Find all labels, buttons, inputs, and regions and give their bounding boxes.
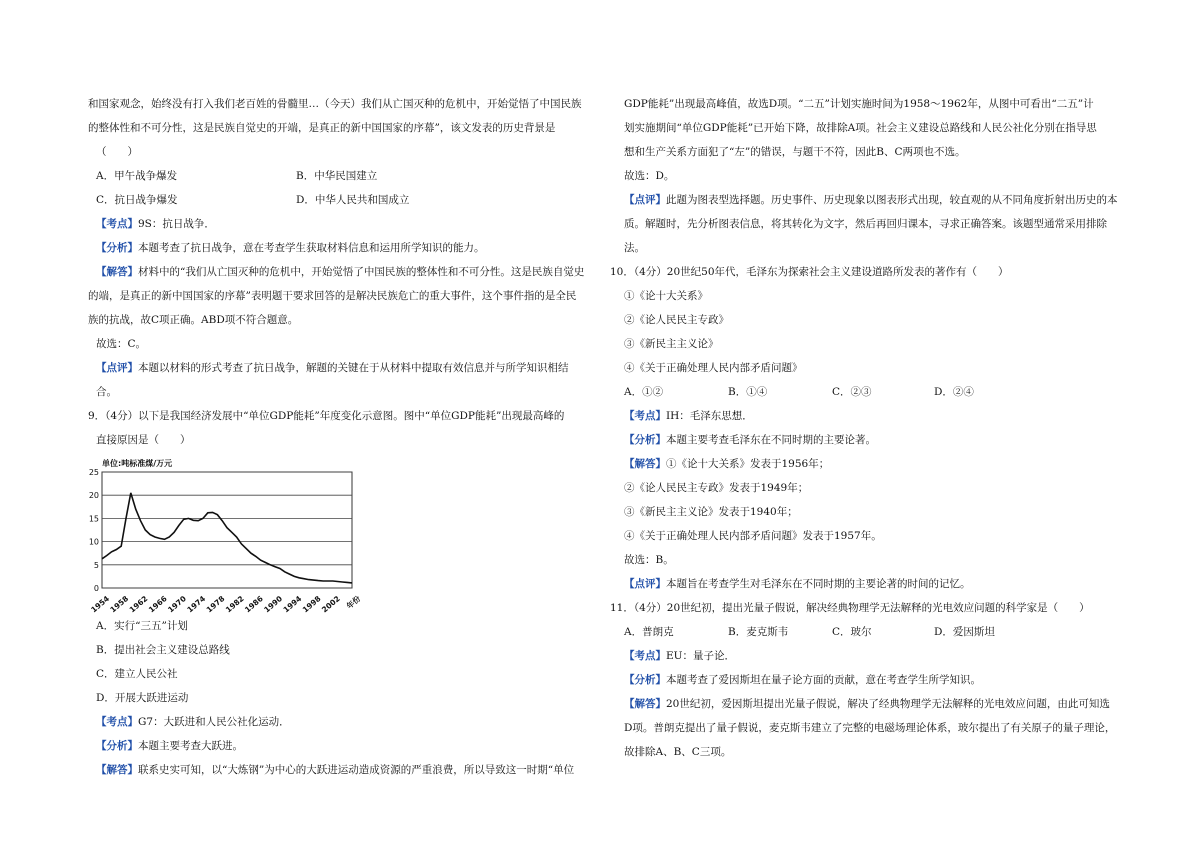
q9-answer: 故选：D。 [624, 170, 675, 182]
kaodian-tag: 【考点】 [96, 218, 138, 230]
q10-jieda-line: ③《新民主主义论》发表于1940年； [624, 506, 798, 518]
x-tick-label: 2002 [319, 594, 342, 614]
series-line [102, 493, 352, 583]
q9-dianping [624, 188, 1124, 212]
y-tick-label: 10 [88, 537, 99, 547]
q10-item: ①《论十大关系》 [624, 290, 708, 302]
q8-jieda-line: 族的抗战，故C项正确。ABD项不符合题意。 [88, 314, 299, 326]
q8-option-b: B．中华民国建立 [296, 170, 378, 182]
dianping-text: 此题为图表型选择题。历史事件、历史现象以图表形式出现，较直观的从不同角度折射出历史的本 [666, 194, 1118, 206]
q11-stem: 11．（4分）20世纪初，提出光量子假说，解决经典物理学无法解释的光电效应问题的科学家是（ ） [610, 602, 1090, 614]
q9-option-b: B．提出社会主义建设总路线 [96, 644, 230, 656]
left-column [88, 92, 588, 782]
jieda-text: 材料中的“我们从亡国灭种的危机中，开始觉悟了中国民族的整体性和不可分性。这是民族自觉史 [138, 266, 585, 278]
q10-jieda-line: ②《论人民民主专政》发表于1949年； [624, 482, 809, 494]
q8-kaodian [88, 212, 588, 236]
q9-jieda-line: 想和生产关系方面犯了“左”的错误，与题干不符，因此B、C两项也不选。 [624, 146, 966, 158]
q8-options-row [88, 164, 588, 188]
q10-answer: 故选：B。 [624, 554, 674, 566]
q8-jieda [88, 260, 588, 284]
fenxi-tag: 【分析】 [624, 674, 666, 686]
x-tick-label: 1970 [166, 594, 188, 614]
q11-jieda-line: 故排除A、B、C三项。 [624, 746, 732, 758]
x-tick-label: 1958 [108, 594, 131, 614]
q10-options-row [624, 380, 1124, 404]
q9-jieda-line: GDP能耗”出现最高峰值，故选D项。“二五”计划实施时间为1958～1962年，从图中可看出“二五”计 [624, 98, 1094, 110]
right-column [610, 92, 1124, 764]
y-tick-label: 20 [88, 491, 99, 501]
fenxi-tag: 【分析】 [96, 740, 138, 752]
jieda-tag: 【解答】 [624, 458, 666, 470]
jieda-tag: 【解答】 [96, 266, 138, 278]
x-tick-label: 1986 [243, 594, 265, 614]
q10-stem: 10．（4分）20世纪50年代，毛泽东为探索社会主义建设道路所发表的著作有（ ） [610, 266, 1009, 278]
kaodian-text: 9S：抗日战争． [138, 218, 215, 230]
dianping-text: 本题旨在考查学生对毛泽东在不同时期的主要论著的时间的记忆。 [666, 578, 971, 590]
q8-stem-line: 和国家观念，始终没有打入我们老百姓的骨髓里…（今天）我们从亡国灭种的危机中，开始觉悟了中国民族 [88, 98, 582, 110]
jieda-text: ①《论十大关系》发表于1956年； [666, 458, 830, 470]
q9-option-d: D．开展大跃进运动 [96, 692, 189, 704]
q11-jieda [624, 692, 1124, 716]
q8-jieda-line: 的端，是真正的新中国国家的序幕”表明题干要求回答的是解决民族危亡的重大事件，这个事件指的是全民 [88, 290, 577, 302]
fenxi-text: 本题主要考查毛泽东在不同时期的主要论著。 [666, 434, 876, 446]
q9-kaodian [88, 710, 588, 734]
q10-item: ②《论人民民主专政》 [624, 314, 729, 326]
q10-option-a: A．①② [624, 386, 664, 398]
q10-option-b: B．①④ [728, 386, 768, 398]
q8-stem-line: 的整体性和不可分性，这是民族自觉史的开端，是真正的新中国国家的序幕”，该文发表的历史背景是 [88, 122, 556, 134]
x-tick-label: 1990 [262, 594, 285, 614]
dianping-text: 本题以材料的形式考查了抗日战争，解题的关键在于从材料中提取有效信息并与所学知识相结合。 [96, 362, 569, 398]
y-tick-label: 0 [93, 584, 99, 593]
q8-answer: 故选：C。 [96, 338, 147, 350]
jieda-text: 20世纪初，爱因斯坦提出光量子假说，解决了经典物理学无法解释的光电效应问题，由此可知选 [666, 698, 1110, 710]
q8-dianping [88, 356, 588, 404]
q8-stem-line: （ ） [96, 146, 138, 158]
x-axis-label: 年份 [344, 594, 363, 611]
q10-jieda-line: ④《关于正确处理人民内部矛盾问题》发表于1957年。 [624, 530, 882, 542]
jieda-tag: 【解答】 [624, 698, 666, 710]
q11-option-a: A．普朗克 [624, 626, 674, 638]
jieda-text: 联系史实可知，以“大炼钢”为中心的大跃进运动造成资源的严重浪费，所以导致这一时期“单位 [138, 764, 575, 776]
q11-jieda-line: D项。普朗克提出了量子假说，麦克斯韦建立了完整的电磁场理论体系，玻尔提出了有关原子的量子理论， [624, 722, 1116, 734]
dianping-tag: 【点评】 [624, 194, 666, 206]
q10-kaodian [624, 404, 1124, 428]
chart-title: 单位:吨标准煤/万元 [102, 459, 173, 468]
kaodian-tag: 【考点】 [624, 650, 666, 662]
plot-frame [102, 472, 352, 588]
kaodian-text: IH：毛泽东思想． [666, 410, 753, 422]
q10-item: ④《关于正确处理人民内部矛盾问题》 [624, 362, 803, 374]
kaodian-tag: 【考点】 [624, 410, 666, 422]
kaodian-text: G7：大跃进和人民公社化运动． [138, 716, 290, 728]
q10-dianping [624, 572, 1124, 596]
dianping-tag: 【点评】 [96, 362, 138, 374]
energy-chart-svg [88, 454, 368, 614]
x-tick-label: 1994 [281, 594, 304, 614]
x-tick-label: 1966 [146, 594, 169, 614]
x-tick-label: 1998 [300, 594, 323, 614]
q11-options-row [624, 620, 1124, 644]
q8-fenxi [88, 236, 588, 260]
q10-item: ③《新民主主义论》 [624, 338, 719, 350]
fenxi-text: 本题主要考查大跃进。 [138, 740, 243, 752]
q8-option-a: A．甲午战争爆发 [96, 170, 178, 182]
x-tick-label: 1954 [89, 594, 111, 614]
q9-jieda [88, 758, 588, 782]
q11-fenxi [624, 668, 1124, 692]
q9-fenxi [88, 734, 588, 758]
energy-chart [88, 454, 368, 614]
q10-fenxi [624, 428, 1124, 452]
q10-jieda [624, 452, 1124, 476]
dianping-tag: 【点评】 [624, 578, 666, 590]
fenxi-tag: 【分析】 [624, 434, 666, 446]
q8-option-d: D．中华人民共和国成立 [296, 194, 410, 206]
fenxi-tag: 【分析】 [96, 242, 138, 254]
q11-kaodian [624, 644, 1124, 668]
x-tick-label: 1962 [127, 594, 150, 614]
q9-dianping-line: 质。解题时，先分析图表信息，将其转化为文字，然后再回归课本，寻求正确答案。该题型通常采用排除 [624, 218, 1107, 230]
q9-jieda-line: 划实施期间“单位GDP能耗”已开始下降，故排除A项。社会主义建设总路线和人民公社化分别在指导思 [624, 122, 1097, 134]
x-tick-label: 1974 [185, 594, 208, 614]
q11-option-b: B．麦克斯韦 [728, 626, 789, 638]
x-tick-label: 1982 [223, 594, 246, 614]
q8-option-c: C．抗日战争爆发 [96, 194, 178, 206]
q9-stem-line: 直接原因是（ ） [96, 434, 191, 446]
q11-option-d: D．爱因斯坦 [934, 626, 995, 638]
q9-option-a: A．实行“三五”计划 [96, 620, 188, 632]
y-tick-label: 25 [88, 468, 99, 477]
q9-option-c: C．建立人民公社 [96, 668, 178, 680]
q9-dianping-line: 法。 [624, 242, 645, 254]
kaodian-text: EU：量子论． [666, 650, 736, 662]
jieda-tag: 【解答】 [96, 764, 138, 776]
q10-option-d: D．②④ [934, 386, 974, 398]
q8-options-row [88, 188, 588, 212]
kaodian-tag: 【考点】 [96, 716, 138, 728]
y-tick-label: 5 [93, 560, 99, 570]
q10-option-c: C．②③ [832, 386, 872, 398]
q11-option-c: C．玻尔 [832, 626, 872, 638]
y-tick-label: 15 [88, 514, 99, 524]
x-tick-label: 1978 [204, 594, 227, 614]
q9-stem-line: 9．（4分）以下是我国经济发展中“单位GDP能耗”年度变化示意图。图中“单位GDP能耗”出现最高峰的 [88, 410, 565, 422]
fenxi-text: 本题考查了抗日战争，意在考查学生获取材料信息和运用所学知识的能力。 [138, 242, 485, 254]
fenxi-text: 本题考查了爱因斯坦在量子论方面的贡献，意在考查学生所学知识。 [666, 674, 981, 686]
